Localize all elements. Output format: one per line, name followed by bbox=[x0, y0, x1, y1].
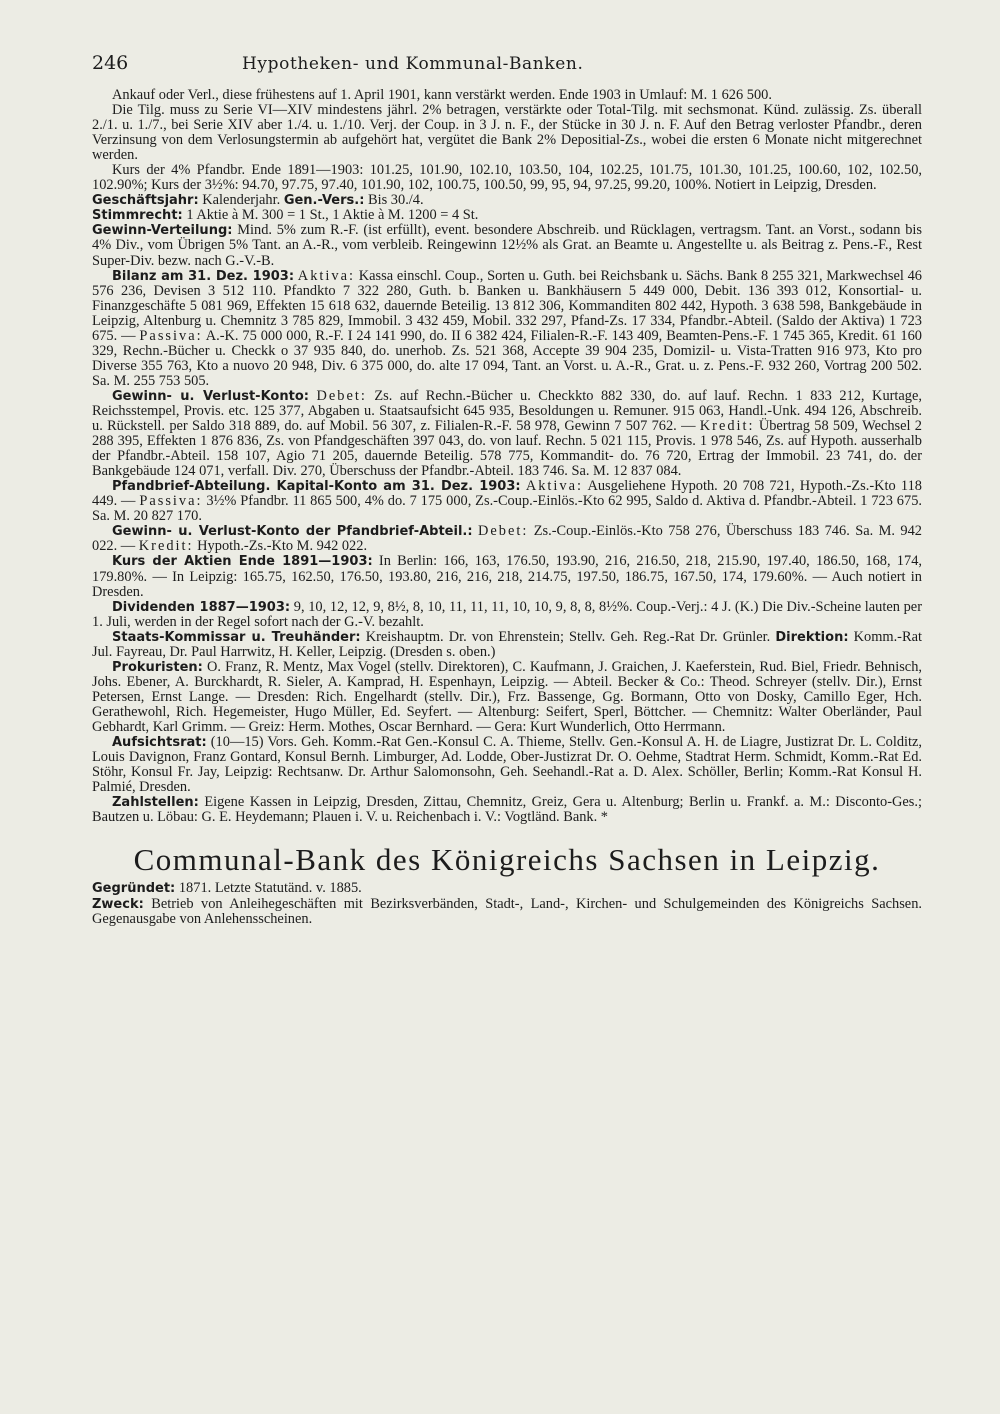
label-direktion: Direktion: bbox=[775, 629, 849, 645]
body-text bbox=[92, 88, 922, 825]
label-geschaeftsjahr: Geschäftsjahr: bbox=[92, 193, 199, 209]
text-kurs-aktien: In Berlin: 166, 163, 176.50, 193.90, 216, 216.50, 218, 215.90, 197.40, 186.50, 168, 174, 179.80%. — In Leipzig: 165.75, 162.50, 176.50, 193.80, 216, 216, 218, 214.75, 197.50, 186.75, 167.50, 174, 179.60%. — Auch notiert in Dresden. bbox=[92, 553, 922, 600]
text-gewinn-verteilung: Mind. 5% zum R.-F. (ist erfüllt), event. besondere Abschreib. und Rücklagen, vertragsm. Tant. an Vorst., sodann bis 4% Div., vom Übrigen 5% Tant. an A.-R., vom verbleib. Reingewinn 12½% als Grat. an Beamte u. Angestellte u. als Beitrag z. Pens.-F., Rest Super-Div. bezw. nach G.-V.-B. bbox=[92, 222, 922, 269]
label-gen-vers: Gen.-Vers.: bbox=[283, 193, 365, 209]
text-bilanz-aktiva: Kassa einschl. Coup., Sorten u. Guth. bei Reichsbank u. Sächs. Bank 8 255 321, Markwechsel 46 576 236, Devisen 3 512 110. Pfandkto 7 322 280, Guth. b. Banken u. Bankhäusern 5 449 000, Debit. 136 393 012, Konsortial- u. Finanzgeschäfte 5 081 969, Effekten 15 618 632, dauernde Beteilig. 13 812 306, Kommanditen 802 442, Hypoth. 3 638 598, Bankgebäude in Leipzig, Altenburg u. Chemnitz 3 785 829, Immobil. 3 432 459, Mobil. 332 297, Pfand-Zs. 17 334, Pfandbr.-Abteil. (Saldo der Aktiva) 1 723 675. — bbox=[92, 267, 922, 344]
text-bilanz-passiva: A.-K. 75 000 000, R.-F. I 24 141 990, do. II 6 382 424, Filialen-R.-F. 143 409, Beamten-Pens.-F. 1 745 365, Kredit. 61 160 329, Rechn.-Bücher u. Checkk o 37 935 840, do. unerhob. Zs. 521 368, Accepte 39 904 235, Domizil- u. Vista-Tratten 916 973, Kto pro Diverse 355 763, Kto a nuovo 20 948, Div. 6 375 000, do. alte 17 094, Tant. an Vorst. u. A.-R., Grat. u. z. Pens.-F. 932 260, Vortrag 200 502. Sa. M. 255 753 505. bbox=[92, 327, 922, 389]
text-gegruendet: 1871. Letzte Statutänd. v. 1885. bbox=[178, 880, 362, 897]
text-zweck: Betrieb von Anleihegeschäften mit Bezirksverbänden, Stadt-, Land-, Kirchen- und Schulgemeinden des Königreichs Sachsen. Gegenausgabe von Anlehensscheinen. bbox=[92, 895, 922, 928]
paragraph-staats-kommissar bbox=[92, 630, 922, 660]
text-dividenden: 9, 10, 12, 12, 9, 8½, 8, 10, 11, 11, 11, 10, 10, 9, 8, 8, 8½%. Coup.-Verj.: 4 J. (K.) Die Div.-Scheine lauten per 1. Juli, werden in der Regel sofort nach der G.-V. bezahlt. bbox=[92, 598, 922, 630]
label-staats-kommissar: Staats-Kommissar u. Treuhänder: bbox=[112, 629, 361, 645]
paragraph-stimmrecht bbox=[92, 208, 922, 223]
paragraph-gegruendet bbox=[92, 881, 922, 897]
text-staats-kommissar: Kreishauptm. Dr. von Ehrenstein; Stellv. Geh. Reg.-Rat Dr. Grünler. bbox=[365, 628, 771, 645]
paragraph-bilanz bbox=[92, 269, 922, 389]
label-pb-aktiva: Aktiva: bbox=[525, 478, 583, 495]
label-kredit: Kredit: bbox=[699, 418, 755, 435]
label-debet: Debet: bbox=[316, 387, 367, 404]
label-pfandbrief-gv: Gewinn- u. Verlust-Konto der Pfandbrief-Abteil.: bbox=[112, 524, 473, 540]
text-pb-debet: Zs.-Coup.-Einlös.-Kto 758 276, Überschuss 183 746. Sa. M. 942 022. — bbox=[92, 523, 923, 555]
paragraph-dividenden bbox=[92, 600, 922, 630]
text-stimmrecht: 1 Aktie à M. 300 = 1 St., 1 Aktie à M. 1200 = 4 St. bbox=[186, 207, 479, 224]
paragraph-kurs-pfandbr: Kurs der 4% Pfandbr. Ende 1891—1903: 101.25, 101.90, 102.10, 103.50, 104, 102.25, 101.75, 101.30, 101.25, 100.60, 102, 102.50, 102.90%; Kurs der 3½%: 94.70, 97.75, 97.40, 101.90, 102, 100.75, 100.50, 99, 95, 94, 97.25, 99.20, 100%. Notiert in Leipzig, Dresden. bbox=[92, 162, 922, 194]
label-pb-passiva: Passiva: bbox=[139, 493, 203, 510]
label-gewinn-verlust: Gewinn- u. Verlust-Konto: bbox=[112, 388, 309, 404]
label-gegruendet: Gegründet: bbox=[92, 881, 176, 897]
running-title: Hypotheken- und Kommunal-Banken. bbox=[242, 54, 584, 74]
paragraph-zweck bbox=[92, 897, 922, 928]
text-gv-kredit: Übertrag 58 509, Wechsel 2 288 395, Effekten 1 876 836, Zs. von Pfandgeschäften 397 043, do. von lauf. Rechn. 5 021 115, Provis. 1 978 546, Zs. auf Hypoth. ausserhalb der Pfandbr.-Abteil. 158 107, Agio 71 205, dauernde Beteilig. 578 775, Kommandit- do. 76 720, Ertrag der Immobil. 23 741, do. der Bankgebäude 124 071, verfall. Div. 270, Überschuss der Pfandbr.-Abteil. 183 746. Sa. M. 12 837 084. bbox=[92, 418, 922, 480]
text-direktion: Komm.-Rat Jul. Fayreau, Dr. Paul Harrwitz, H. Keller, Leipzig. (Dresden s. oben.) bbox=[92, 628, 922, 660]
page-number: 246 bbox=[92, 52, 129, 74]
section-heading: Communal-Bank des Königreichs Sachsen in Leipzig. bbox=[133, 842, 881, 878]
label-aktiva: Aktiva: bbox=[297, 267, 355, 284]
text-pb-kredit: Hypoth.-Zs.-Kto M. 942 022. bbox=[197, 538, 368, 555]
paragraph-aufsichtsrat bbox=[92, 735, 922, 795]
paragraph-gewinn-verteilung bbox=[92, 223, 922, 268]
text-gv-debet: Zs. auf Rechn.-Bücher u. Checkkto 882 330, do. auf lauf. Rechn. 1 833 212, Kurtage, Reichsstempel, Provis. etc. 125 377, Abgaben u. Staatsaufsicht 645 935, Besoldungen u. Remuner. 915 063, Handl.-Unk. 494 126, Abschreib. u. Rückstell. per Saldo 318 889, do. auf Mobil. 56 307, z. Filialen-R.-F. 58 978, Gewinn 7 507 762. — bbox=[92, 387, 922, 435]
paragraph-gewinn-verlust bbox=[92, 389, 922, 479]
label-zweck: Zweck: bbox=[92, 896, 144, 912]
text-pb-passiva: 3½% Pfandbr. 11 865 500, 4% do. 7 175 000, Zs.-Coup.-Einlös.-Kto 62 995, Saldo d. Aktiva d. Pfandbr.-Abteil. 1 723 675. Sa. M. 20 827 170. bbox=[92, 493, 922, 525]
label-dividenden: Dividenden 1887—1903: bbox=[112, 599, 291, 615]
page-header bbox=[92, 52, 922, 88]
paragraph-prokuristen bbox=[92, 660, 922, 735]
paragraph-tilgung: Die Tilg. muss zu Serie VI—XIV mindestens jährl. 2% betragen, verstärkte oder Total-Tilg. mit sechsmonat. Künd. zulässig. Zs. überall 2./1. u. 1./7., bei Serie XIV aber 1./4. u. 1./10. Verj. der Coup. in 3 J. n. F., der Stücke in 30 J. n. F. Auf den Betrag verloster Pfandbr., deren Verzinsung von dem Verlosungstermin ab aufgehört hat, vergütet die Bank 2% Depositial-Zs., wobei die ersten 6 Monate nicht mitgerechnet werden. bbox=[92, 102, 922, 164]
text-pb-aktiva: Ausgeliehene Hypoth. 20 708 721, Hypoth.-Zs.-Kto 118 449. — bbox=[92, 478, 922, 510]
paragraph-pfandbrief-gv bbox=[92, 524, 922, 554]
paragraph-ankauf: Ankauf oder Verl., diese frühestens auf 1. April 1901, kann verstärkt werden. Ende 1903 in Umlauf: M. 1 626 500. bbox=[112, 87, 772, 103]
label-aufsichtsrat: Aufsichtsrat: bbox=[112, 735, 207, 751]
label-zahlstellen: Zahlstellen: bbox=[112, 795, 199, 811]
text-aufsichtsrat: (10—15) Vors. Geh. Komm.-Rat Gen.-Konsul C. A. Thieme, Stellv. Gen.-Konsul A. H. de Liagre, Justizrat Dr. L. Colditz, Louis Davignon, Franz Gontard, Konsul Bernh. Limburger, Ad. Lodde, Ober-Justizrat Dr. O. Oehme, Stadtrat Herm. Schmidt, Komm.-Rat Ed. Stöhr, Konsul Fr. Jay, Leipzig: Rechtsanw. Dr. Arthur Salomonsohn, Geh. Seehandl.-Rat a. D. Alex. Schöller, Berlin; Komm.-Rat Konsul H. Palmié, Dresden. bbox=[92, 734, 922, 796]
text-zahlstellen: Eigene Kassen in Leipzig, Dresden, Zittau, Chemnitz, Greiz, Gera u. Altenburg; Berlin u. Frankf. a. M.: Disconto-Ges.; Bautzen u. Löbau: G. E. Heydemann; Plauen i. V. u. Reichenbach i. V.: Vogtländ. Bank. * bbox=[92, 794, 922, 826]
text-geschaeftsjahr: Kalenderjahr. bbox=[202, 192, 281, 209]
label-kurs-aktien: Kurs der Aktien Ende 1891—1903: bbox=[112, 554, 373, 570]
label-stimmrecht: Stimmrecht: bbox=[92, 208, 183, 224]
text-prokuristen: O. Franz, R. Mentz, Max Vogel (stellv. Direktoren), C. Kaufmann, J. Graichen, J. Kaeferstein, Rud. Biel, Friedr. Behnisch, Johs. Ebener, A. Burckhardt, R. Sieler, A. Kamprad, H. Espenhayn, Leipzig. — Abteil. Becker & Co.: Theod. Schreyer (stellv. Dir.), Ernst Petersen, Ernst Lange. — Dresden: Rich. Engelhardt (stellv. Dir.), Frz. Bassenge, Gg. Bormann, Otto von Dosky, Camillo Eger, Hch. Gerathewohl, Rich. Hegemeister, Hugo Müller, Ed. Seyfert. — Altenburg: Seifert, Sperl, Böttcher. — Chemnitz: Walter Oberländer, Paul Gebhardt, Karl Grimm. — Greiz: Herm. Mothes, Oscar Bernhard. — Gera: Kurt Wunderlich, Otto Herrmann. bbox=[92, 658, 922, 735]
text-gen-vers: Bis 30./4. bbox=[368, 192, 424, 209]
label-pb-kredit: Kredit: bbox=[138, 538, 194, 555]
label-gewinn-verteilung: Gewinn-Verteilung: bbox=[92, 223, 233, 239]
paragraph-geschaeftsjahr bbox=[92, 193, 922, 208]
label-pb-debet: Debet: bbox=[477, 523, 529, 540]
paragraph-kurs-aktien bbox=[92, 554, 922, 599]
label-prokuristen: Prokuristen: bbox=[112, 659, 203, 675]
label-pfandbrief-kapital: Pfandbrief-Abteilung. Kapital-Konto am 31. Dez. 1903: bbox=[112, 479, 521, 495]
paragraph-zahlstellen bbox=[92, 795, 922, 825]
label-passiva: Passiva: bbox=[139, 327, 203, 344]
label-bilanz: Bilanz am 31. Dez. 1903: bbox=[112, 268, 295, 284]
paragraph-pfandbrief-kapital bbox=[92, 479, 922, 524]
